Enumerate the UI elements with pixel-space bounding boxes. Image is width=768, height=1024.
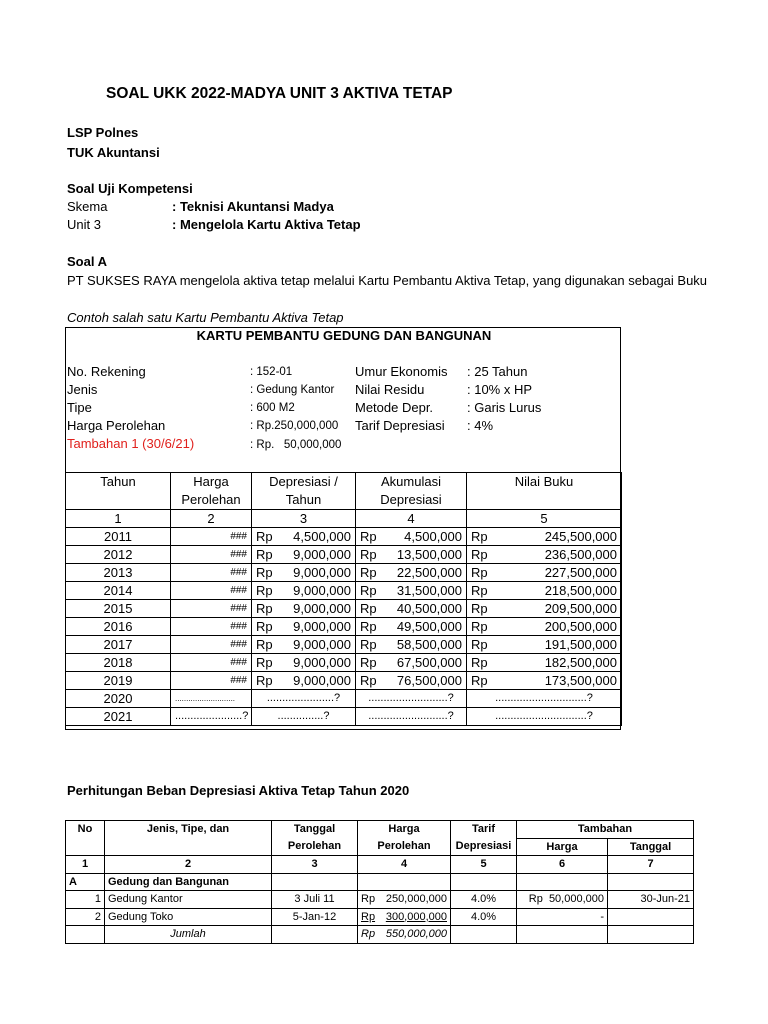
group-code: A [66, 873, 105, 891]
cell-nilai-buku [467, 600, 622, 618]
dep-value: 9,000,000 [293, 601, 351, 616]
item-tanggal: 5-Jan-12 [272, 908, 358, 926]
table-row [66, 891, 694, 909]
item-harga [358, 891, 451, 909]
bh-tarif-2: Depresiasi [451, 838, 517, 856]
cell-tahun: 2019 [66, 672, 171, 690]
rp-label: Rp [471, 619, 488, 634]
kartu-label-umur: Umur Ekonomis [355, 364, 448, 379]
item-name: Gedung Toko [105, 908, 272, 926]
bcol-num: 5 [451, 856, 517, 874]
kartu-title: KARTU PEMBANTU GEDUNG DAN BANGUNAN [196, 328, 492, 343]
th-harga-1: Harga [171, 473, 252, 492]
cell-akum [356, 564, 467, 582]
bh-harga-1: Harga [358, 821, 451, 839]
group-row [66, 873, 694, 891]
table-row [66, 528, 622, 546]
item-harga [358, 908, 451, 926]
col-num: 3 [252, 510, 356, 528]
rp-label: Rp [256, 673, 273, 688]
cell-dep-blank: ......................? [252, 690, 356, 708]
kartu-value-no-rekening: : 152-01 [250, 366, 293, 378]
rp-label: Rp [256, 601, 273, 616]
table-row [66, 600, 622, 618]
cell-harga: ### [171, 618, 252, 636]
rp-label: Rp [256, 619, 273, 634]
kartu-value-harga: : Rp.250,000,000 [250, 420, 339, 432]
cell-nilai-buku [467, 582, 622, 600]
kartu-label-tambahan: Tambahan 1 (30/6/21) [67, 436, 195, 451]
cell-harga: ### [171, 582, 252, 600]
rp-label: Rp [360, 565, 377, 580]
cell-tahun: 2020 [66, 690, 171, 708]
kartu-label-tipe: Tipe [67, 400, 92, 415]
page-title: SOAL UKK 2022-MADYA UNIT 3 AKTIVA TETAP [106, 85, 453, 102]
bh-harga-2: Perolehan [358, 838, 451, 856]
cell-dep [252, 618, 356, 636]
rp-label: Rp [360, 673, 377, 688]
rp-label: Rp [471, 601, 488, 616]
table-row [66, 564, 622, 582]
jumlah-value [358, 926, 451, 944]
akum-value: 22,500,000 [396, 565, 462, 580]
item-tambah-harga: Rp 50,000,000 [517, 891, 608, 909]
dep-value: 9,000,000 [293, 583, 351, 598]
col-num: 4 [356, 510, 467, 528]
cell-dep-blank: ...............? [252, 708, 356, 726]
rp-label: Rp [256, 529, 273, 544]
org-name: LSP Polnes [67, 125, 139, 140]
rp-label: Rp [361, 910, 376, 923]
cell-tahun: 2016 [66, 618, 171, 636]
bcol-num: 7 [608, 856, 694, 874]
akum-value: 58,500,000 [396, 637, 462, 652]
soal-a-heading: Soal A [67, 254, 107, 269]
th-akum-2: Depresiasi [356, 491, 467, 510]
cell-akum [356, 546, 467, 564]
skema-label: Skema [67, 199, 108, 214]
cell-nilai-buku [467, 564, 622, 582]
rp-label: Rp [360, 637, 377, 652]
bcol-num: 4 [358, 856, 451, 874]
cell-tahun: 2014 [66, 582, 171, 600]
cell-dep [252, 582, 356, 600]
contoh-caption: Contoh salah satu Kartu Pembantu Aktiva Tetap [67, 310, 344, 325]
th-akum-1: Akumulasi [356, 473, 467, 492]
cell-nilai-buku [467, 672, 622, 690]
jumlah-row [66, 926, 694, 944]
akum-value: 4,500,000 [404, 529, 462, 544]
item-tarif: 4.0% [451, 908, 517, 926]
rp-label: Rp [256, 547, 273, 562]
harga-value: 250,000,000 [385, 893, 447, 905]
dep-value: 9,000,000 [293, 547, 351, 562]
dep-value: 9,000,000 [293, 655, 351, 670]
rp-label: Rp [471, 547, 488, 562]
nb-value: 236,500,000 [544, 547, 617, 562]
cell-tahun: 2013 [66, 564, 171, 582]
cell-dep [252, 636, 356, 654]
rp-label: Rp [256, 637, 273, 652]
table-row [66, 672, 622, 690]
bcol-num: 1 [66, 856, 105, 874]
bh-no: No [66, 821, 105, 839]
rp-label: Rp [256, 583, 273, 598]
bh-tarif-1: Tarif [451, 821, 517, 839]
nb-value: 191,500,000 [544, 637, 617, 652]
beban-table [65, 820, 694, 944]
kartu-label-no-rekening: No. Rekening [67, 364, 146, 379]
cell-harga: ### [171, 546, 252, 564]
skema-value: : Teknisi Akuntansi Madya [172, 199, 334, 214]
kartu-value-umur: : 25 Tahun [467, 364, 528, 379]
perhitungan-title: Perhitungan Beban Depresiasi Aktiva Tetap Tahun 2020 [67, 783, 410, 798]
cell-tahun: 2017 [66, 636, 171, 654]
item-name: Gedung Kantor [105, 891, 272, 909]
nb-value: 200,500,000 [544, 619, 617, 634]
table-row-2021 [66, 708, 622, 726]
cell-harga-blank: ......................? [171, 708, 252, 726]
dep-value: 9,000,000 [293, 673, 351, 688]
rp-label: Rp [360, 601, 377, 616]
cell-akum [356, 654, 467, 672]
th-harga-2: Perolehan [171, 491, 252, 510]
cell-nilai-buku [467, 618, 622, 636]
unit-value: : Mengelola Kartu Aktiva Tetap [172, 217, 361, 232]
dep-value: 9,000,000 [293, 619, 351, 634]
bh-tambahan: Tambahan [517, 821, 694, 839]
bh-jenis: Jenis, Tipe, dan [105, 821, 272, 839]
kartu-value-jenis: : Gedung Kantor [250, 384, 335, 396]
cell-nb-blank: ..............................? [467, 690, 622, 708]
cell-dep [252, 600, 356, 618]
akum-value: 13,500,000 [396, 547, 462, 562]
cell-tahun: 2021 [66, 708, 171, 726]
cell-dep [252, 654, 356, 672]
rp-label: Rp [360, 547, 377, 562]
kartu-value-metode: : Garis Lurus [467, 400, 542, 415]
cell-harga: ### [171, 528, 252, 546]
kartu-label-residu: Nilai Residu [355, 382, 425, 397]
cell-akum-blank: ..........................? [356, 708, 467, 726]
cell-akum [356, 528, 467, 546]
bh-tambahan-harga: Harga [517, 838, 608, 856]
kartu-table [65, 472, 622, 726]
kartu-label-metode: Metode Depr. [355, 400, 434, 415]
cell-nilai-buku [467, 546, 622, 564]
table-row [66, 654, 622, 672]
akum-value: 67,500,000 [396, 655, 462, 670]
cell-nb-blank: ..............................? [467, 708, 622, 726]
cell-tahun: 2015 [66, 600, 171, 618]
item-tambah-harga: - [517, 908, 608, 926]
cell-harga: ### [171, 672, 252, 690]
kartu-label-tarif: Tarif Depresiasi [355, 418, 445, 433]
rp-label: Rp [360, 619, 377, 634]
item-tambah-tanggal: 30-Jun-21 [608, 891, 694, 909]
col-num: 1 [66, 510, 171, 528]
bh-tanggal-2: Perolehan [272, 838, 358, 856]
cell-harga: ### [171, 636, 252, 654]
rp-label: Rp [471, 583, 488, 598]
soal-a-text: PT SUKSES RAYA mengelola aktiva tetap melalui Kartu Pembantu Aktiva Tetap, yang digunakan sebagai Buku [67, 273, 708, 288]
nb-value: 218,500,000 [544, 583, 617, 598]
dep-value: 4,500,000 [293, 529, 351, 544]
rp-label: Rp [471, 655, 488, 670]
akum-value: 31,500,000 [396, 583, 462, 598]
bcol-num: 6 [517, 856, 608, 874]
cell-akum [356, 600, 467, 618]
bcol-num: 3 [272, 856, 358, 874]
cell-harga: ### [171, 564, 252, 582]
cell-tahun: 2011 [66, 528, 171, 546]
kartu-value-tipe: : 600 M2 [250, 402, 295, 414]
th-dep-1: Depresiasi / [252, 473, 356, 492]
item-tanggal: 3 Juli 11 [272, 891, 358, 909]
section-soal: Soal Uji Kompetensi [67, 181, 193, 196]
table-row [66, 546, 622, 564]
item-no: 2 [66, 908, 105, 926]
cell-dep [252, 672, 356, 690]
table-row [66, 582, 622, 600]
rp-label: Rp [471, 565, 488, 580]
cell-tahun: 2018 [66, 654, 171, 672]
item-tarif: 4.0% [451, 891, 517, 909]
rp-label: Rp [361, 928, 376, 940]
item-tambah-tanggal [608, 908, 694, 926]
harga-value: 300,000,000 [385, 910, 447, 923]
rp-label: Rp [471, 529, 488, 544]
cell-dep [252, 528, 356, 546]
jumlah-label: Jumlah [105, 926, 272, 944]
cell-harga-blank: ........................... [171, 690, 252, 708]
rp-label: Rp [360, 583, 377, 598]
rp-label: Rp [360, 655, 377, 670]
cell-akum [356, 672, 467, 690]
cell-nilai-buku [467, 636, 622, 654]
cell-akum [356, 582, 467, 600]
rp-label: Rp [360, 529, 377, 544]
tuk-name: TUK Akuntansi [67, 145, 160, 160]
th-nilai: Nilai Buku [467, 473, 622, 492]
col-num: 5 [467, 510, 622, 528]
cell-akum [356, 636, 467, 654]
table-row [66, 618, 622, 636]
nb-value: 182,500,000 [544, 655, 617, 670]
dep-value: 9,000,000 [293, 637, 351, 652]
table-row [66, 908, 694, 926]
nb-value: 209,500,000 [544, 601, 617, 616]
cell-harga: ### [171, 600, 252, 618]
cell-harga: ### [171, 654, 252, 672]
kartu-value-tarif: : 4% [467, 418, 494, 433]
bh-tambahan-tanggal: Tanggal [608, 838, 694, 856]
kartu-label-harga: Harga Perolehan [67, 418, 166, 433]
cell-tahun: 2012 [66, 546, 171, 564]
rp-label: Rp [361, 893, 376, 905]
akum-value: 40,500,000 [396, 601, 462, 616]
table-row [66, 636, 622, 654]
kartu-value-residu: : 10% x HP [467, 382, 533, 397]
kartu-label-jenis: Jenis [67, 382, 98, 397]
th-dep-2: Tahun [252, 491, 356, 510]
dep-value: 9,000,000 [293, 565, 351, 580]
cell-dep [252, 564, 356, 582]
jumlah-amount: 550,000,000 [385, 928, 447, 940]
rp-label: Rp [471, 673, 488, 688]
bh-tanggal-1: Tanggal [272, 821, 358, 839]
nb-value: 245,500,000 [544, 529, 617, 544]
group-name: Gedung dan Bangunan [105, 873, 272, 891]
rp-label: Rp [471, 637, 488, 652]
nb-value: 173,500,000 [544, 673, 617, 688]
cell-nilai-buku [467, 654, 622, 672]
item-no: 1 [66, 891, 105, 909]
col-num: 2 [171, 510, 252, 528]
akum-value: 76,500,000 [396, 673, 462, 688]
akum-value: 49,500,000 [396, 619, 462, 634]
cell-dep [252, 546, 356, 564]
rp-label: Rp [256, 655, 273, 670]
cell-akum-blank: ..........................? [356, 690, 467, 708]
rp-label: Rp [256, 565, 273, 580]
th-tahun: Tahun [66, 473, 171, 492]
kartu-value-tambahan: : Rp. 50,000,000 [250, 439, 342, 451]
table-row-2020 [66, 690, 622, 708]
unit-label: Unit 3 [67, 217, 101, 232]
cell-nilai-buku [467, 528, 622, 546]
cell-akum [356, 618, 467, 636]
bcol-num: 2 [105, 856, 272, 874]
nb-value: 227,500,000 [544, 565, 617, 580]
